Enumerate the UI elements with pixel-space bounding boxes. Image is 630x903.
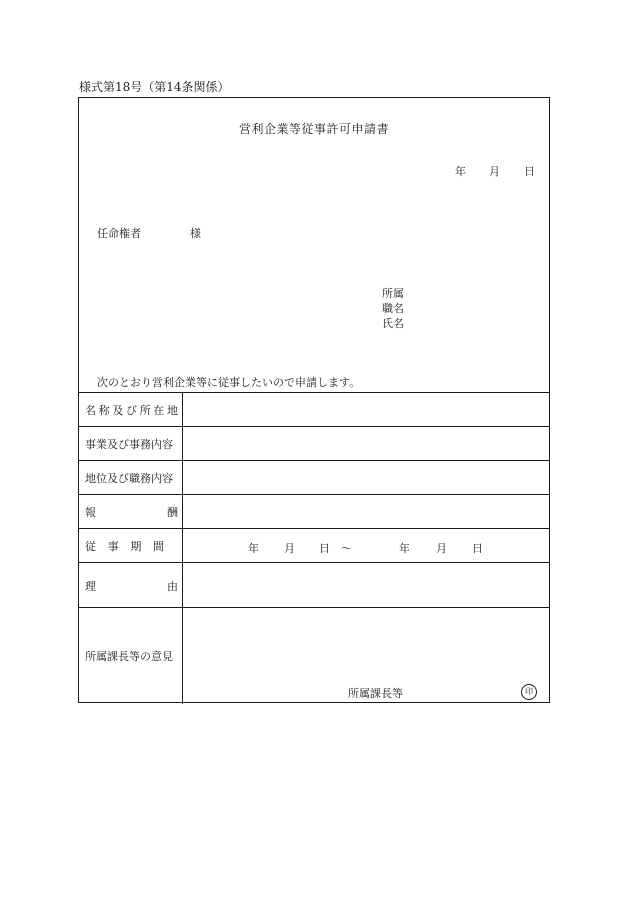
table-row-position [79, 460, 549, 495]
applicant-name-label: 氏名 [382, 317, 404, 330]
label-char: 由 [167, 579, 178, 593]
row-label-reason [79, 563, 183, 608]
period-to-day: 日 [472, 542, 483, 555]
label-char: 間 [152, 540, 164, 553]
period-to-year: 年 [399, 542, 410, 555]
applicant-affiliation-label: 所属 [382, 287, 404, 300]
label-char: 理 [85, 579, 96, 593]
table-row-reason [79, 562, 549, 608]
row-label-name-address [79, 393, 183, 427]
date-day: 日 [524, 165, 535, 178]
honorific: 様 [190, 227, 201, 240]
label-char: 在 [153, 404, 165, 417]
document-title: 営利企業等従事許可申請書 [238, 122, 389, 136]
label-char: 所 [139, 404, 151, 417]
field-period[interactable] [184, 529, 549, 563]
label-char: 事 [107, 540, 119, 553]
field-name-address[interactable] [184, 393, 549, 427]
date-year: 年 [455, 165, 466, 178]
label-char: 期 [130, 540, 142, 553]
row-label-opinion: 所属課長等の意見 [79, 608, 183, 704]
label-char: 及 [112, 404, 124, 417]
applicant-position-label: 職名 [382, 302, 404, 315]
field-position[interactable] [184, 461, 549, 495]
table-row-name-address [79, 392, 549, 427]
row-label-position: 地位及び職務内容 [79, 461, 183, 495]
addressee: 任命権者 [97, 227, 141, 240]
intro-text: 次のとおり営利企業等に従事したいので申請します。 [97, 376, 361, 389]
label-char: 報 [85, 506, 96, 519]
period-to-month: 月 [436, 542, 447, 555]
label-char: 従 [85, 540, 96, 553]
date-month: 月 [489, 165, 500, 178]
form-number: 様式第18号（第14条関係） [79, 80, 230, 94]
opinion-signer-label: 所属課長等 [348, 687, 403, 700]
row-label-period [79, 529, 183, 563]
field-reason[interactable] [184, 563, 549, 608]
label-char: び [125, 404, 137, 417]
row-label-remuneration [79, 495, 183, 529]
table-row-period [79, 528, 549, 563]
field-business[interactable] [184, 427, 549, 461]
label-char: 地 [166, 404, 178, 417]
table-row-remuneration [79, 494, 549, 529]
period-from-year: 年 [248, 542, 259, 555]
field-opinion[interactable] [184, 608, 549, 704]
label-char: 名 [85, 404, 96, 417]
period-from-month: 月 [284, 542, 295, 555]
field-remuneration[interactable] [184, 495, 549, 529]
period-from-day: 日 [319, 542, 330, 555]
row-label-business: 事業及び事務内容 [79, 427, 183, 461]
form-header-area [79, 98, 549, 392]
period-separator: ～ [341, 542, 352, 555]
seal-mark-icon: 印 [521, 684, 537, 700]
table-row-business [79, 426, 549, 461]
label-char: 酬 [167, 506, 178, 519]
application-form [78, 97, 550, 703]
table-row-opinion [79, 607, 549, 704]
label-char: 称 [98, 404, 110, 417]
